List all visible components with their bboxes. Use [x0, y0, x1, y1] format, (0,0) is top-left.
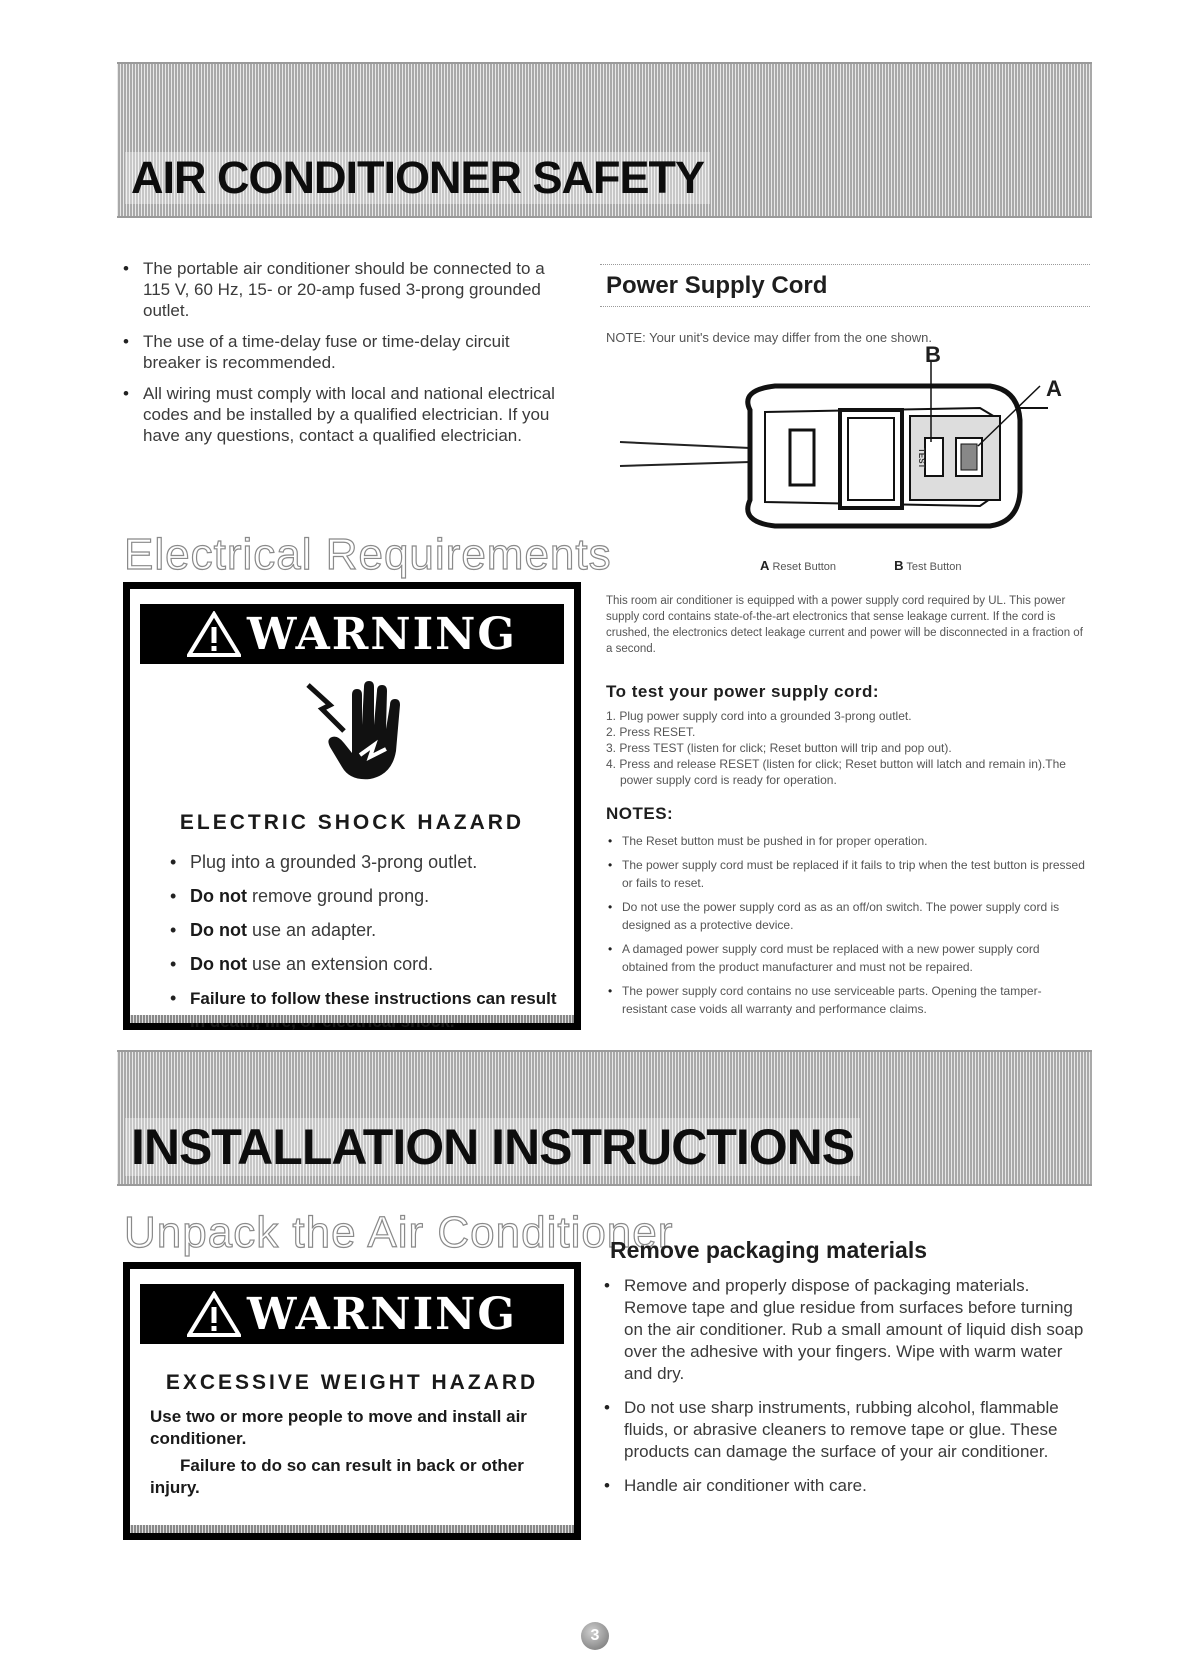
warning-triangle-icon	[187, 1291, 241, 1337]
test-step: 1. Plug power supply cord into a grounded 3-prong outlet.	[606, 709, 912, 723]
test-step: 2. Press RESET.	[606, 725, 696, 739]
note-item: • The power supply cord must be replaced if it fails to trip when the test button is pressed or fails to reset.	[606, 856, 1086, 892]
test-cord-heading: To test your power supply cord:	[606, 682, 880, 701]
installation-banner	[117, 1050, 1092, 1186]
power-cord-caption: A Reset Button B Test Button	[760, 558, 962, 573]
shock-hazard-item: • Do not use an extension cord.	[170, 953, 560, 976]
electric-shock-warning-box	[123, 582, 581, 1030]
remove-packaging-title: Remove packaging materials	[610, 1237, 928, 1263]
power-plug-diagram	[600, 350, 1090, 550]
excessive-weight-hazard-title: EXCESSIVE WEIGHT HAZARD	[165, 1371, 539, 1394]
test-button-label: TEST	[917, 448, 926, 469]
packaging-bullet: • Remove and properly dispose of packaging materials. Remove tape and glue residue from surfaces before turning on the air conditioner. Rub a small amount of liquid dish soap over the adhesive with your fingers. Wipe with warm water and dry.	[602, 1275, 1092, 1385]
power-cord-description: This room air conditioner is equipped with a power supply cord required by UL. This power supply cord contains state-of-the-art electronics that sense leakage current. If the cord is crushed, the electronics detect leakage current and power will be disconnected in a fraction of a second.	[606, 595, 1083, 655]
notes-heading: NOTES:	[606, 804, 674, 823]
shock-hazard-item: • Do not use an adapter.	[170, 919, 560, 942]
unpack-heading: Unpack the Air Conditioner	[124, 1208, 674, 1257]
warning-label	[140, 604, 564, 664]
excessive-weight-warning-box	[123, 1262, 581, 1540]
note-item: • Do not use the power supply cord as as an off/on switch. The power supply cord is designed as a protective device.	[606, 898, 1086, 934]
intro-bullet: • The use of a time-delay fuse or time-delay circuit breaker is recommended.	[121, 331, 561, 373]
warning-triangle-icon	[187, 611, 241, 657]
electric-shock-hazard-title: ELECTRIC SHOCK HAZARD	[179, 811, 525, 834]
weight-warning-line-1: Use two or more people to move and install air conditioner.	[150, 1407, 527, 1448]
warning-label	[140, 1284, 564, 1344]
packaging-bullet: • Do not use sharp instruments, rubbing alcohol, flammable fluids, or abrasive cleaners to remove tape or glue. These products can damage the surface of your air conditioner.	[602, 1397, 1092, 1463]
shock-hazard-item: • Plug into a grounded 3-prong outlet.	[170, 851, 560, 874]
installation-banner-title: INSTALLATION INSTRUCTIONS	[125, 1118, 860, 1176]
intro-bullet: • All wiring must comply with local and national electrical codes and be installed by a qualified electrician. If you have any questions, contact a qualified electrician.	[121, 383, 561, 446]
test-step: 3. Press TEST (listen for click; Reset button will trip and pop out).	[606, 741, 952, 755]
weight-warning-line-2: Failure to do so can result in back or other injury.	[150, 1456, 524, 1497]
intro-bullet-list	[121, 258, 561, 446]
electrical-requirements-heading: Electrical Requirements	[124, 530, 612, 579]
power-cord-bottom-rule	[600, 306, 1090, 307]
notes-list	[606, 832, 1086, 1024]
safety-banner	[117, 62, 1092, 218]
test-step: 4. Press and release RESET (listen for click; Reset button will latch and remain in).The power supply cord is ready for operation.	[606, 757, 1066, 787]
warning-label-text: WARNING	[247, 1288, 517, 1340]
power-cord-illustration	[600, 342, 1090, 550]
packaging-bullet: • Handle air conditioner with care.	[602, 1475, 1092, 1497]
test-steps-list	[606, 708, 1090, 788]
shock-hazard-item: • Do not remove ground prong.	[170, 885, 560, 908]
shock-hazard-final: • Failure to follow these instructions can result	[170, 987, 560, 1033]
electric-shock-hand-icon	[300, 675, 410, 790]
note-item: • A damaged power supply cord must be replaced with a new power supply cord obtained from the product manufacturer and must not be repaired.	[606, 940, 1086, 976]
page-number: 3	[581, 1622, 609, 1650]
warning-label-text: WARNING	[247, 608, 517, 660]
intro-bullet: • The portable air conditioner should be connected to a 115 V, 60 Hz, 15- or 20-amp fused 3-prong grounded outlet.	[121, 258, 561, 321]
remove-packaging-list	[602, 1275, 1092, 1497]
label-b: B	[925, 342, 941, 367]
note-item: • The Reset button must be pushed in for proper operation.	[606, 832, 1086, 850]
power-cord-title: Power Supply Cord	[606, 272, 828, 299]
safety-banner-title: AIR CONDITIONER SAFETY	[125, 152, 710, 204]
label-a: A	[1046, 376, 1062, 401]
note-item: • The power supply cord contains no use serviceable parts. Opening the tamper-resistant case voids all warranty and performance claims.	[606, 982, 1086, 1018]
power-cord-top-rule	[600, 264, 1090, 265]
power-cord-note: NOTE: Your unit's device may differ from the one shown.	[606, 330, 932, 345]
